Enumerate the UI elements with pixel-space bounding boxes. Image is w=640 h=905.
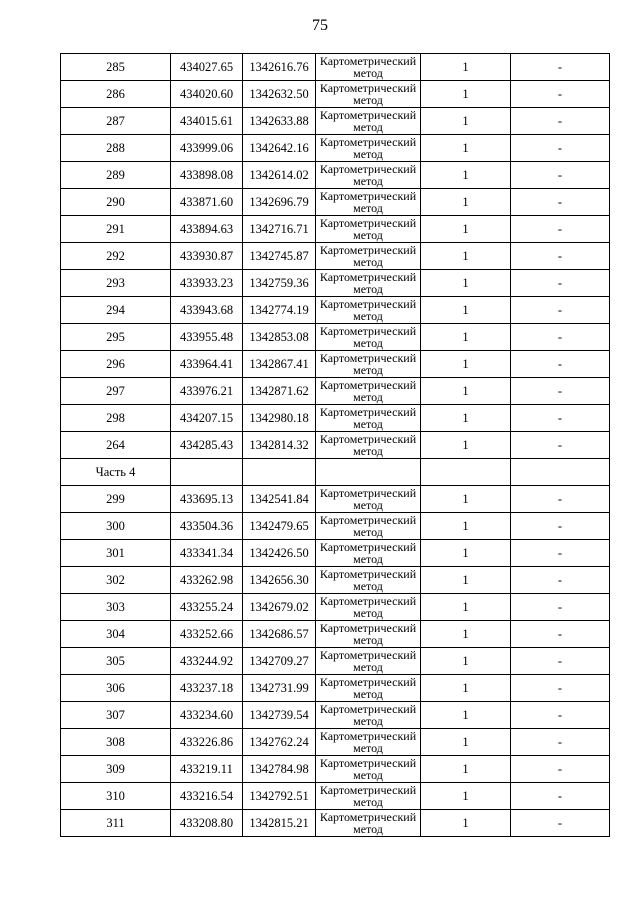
method-line-1: Картометрический [319,648,417,662]
x-coordinate-cell: 433955.48 [171,324,243,351]
method-cell [316,135,421,162]
point-number-cell: 308 [61,729,171,756]
empty-cell [243,459,316,486]
x-coordinate-cell: 433504.36 [171,513,243,540]
method-cell [316,189,421,216]
accuracy-cell: 1 [421,621,511,648]
method-line-1: Картометрический [319,243,417,257]
note-cell: - [511,378,610,405]
accuracy-cell: 1 [421,810,511,837]
y-coordinate-cell: 1342616.76 [243,54,316,81]
y-coordinate-cell: 1342709.27 [243,648,316,675]
note-cell: - [511,621,610,648]
accuracy-cell: 1 [421,405,511,432]
x-coordinate-cell: 433216.54 [171,783,243,810]
y-coordinate-cell: 1342633.88 [243,108,316,135]
accuracy-cell: 1 [421,135,511,162]
method-cell [316,378,421,405]
y-coordinate-cell: 1342614.02 [243,162,316,189]
method-cell [316,621,421,648]
point-number-cell: 294 [61,297,171,324]
note-cell: - [511,81,610,108]
accuracy-cell: 1 [421,540,511,567]
method-line-2: метод [353,633,383,647]
y-coordinate-cell: 1342759.36 [243,270,316,297]
method-cell [316,108,421,135]
note-cell: - [511,189,610,216]
table-row [61,81,610,108]
table-row [61,702,610,729]
y-coordinate-cell: 1342774.19 [243,297,316,324]
method-line-2: метод [353,795,383,809]
x-coordinate-cell: 434027.65 [171,54,243,81]
method-line-1: Картометрический [319,378,417,392]
point-number-cell: 302 [61,567,171,594]
method-cell [316,54,421,81]
note-cell: - [511,243,610,270]
accuracy-cell: 1 [421,513,511,540]
point-number-cell: 290 [61,189,171,216]
table-row [61,405,610,432]
point-number-cell: 309 [61,756,171,783]
accuracy-cell: 1 [421,351,511,378]
accuracy-cell: 1 [421,567,511,594]
method-line-1: Картометрический [319,594,417,608]
x-coordinate-cell: 433894.63 [171,216,243,243]
x-coordinate-cell: 433341.34 [171,540,243,567]
table-row [61,297,610,324]
point-number-cell: 297 [61,378,171,405]
method-line-2: метод [353,741,383,755]
y-coordinate-cell: 1342642.16 [243,135,316,162]
y-coordinate-cell: 1342871.62 [243,378,316,405]
method-line-1: Картометрический [319,540,417,554]
method-line-1: Картометрический [319,513,417,527]
method-line-2: метод [353,660,383,674]
point-number-cell: 287 [61,108,171,135]
method-line-2: метод [353,336,383,350]
point-number-cell: 304 [61,621,171,648]
note-cell: - [511,405,610,432]
method-cell [316,216,421,243]
method-line-2: метод [353,282,383,296]
accuracy-cell: 1 [421,270,511,297]
note-cell: - [511,270,610,297]
accuracy-cell: 1 [421,486,511,513]
method-line-2: метод [353,174,383,188]
y-coordinate-cell: 1342679.02 [243,594,316,621]
method-line-1: Картометрический [319,405,417,419]
table-row [61,729,610,756]
method-line-1: Картометрический [319,81,417,95]
y-coordinate-cell: 1342784.98 [243,756,316,783]
table-row [61,621,610,648]
table-row [61,783,610,810]
y-coordinate-cell: 1342980.18 [243,405,316,432]
x-coordinate-cell: 433208.80 [171,810,243,837]
table-row [61,108,610,135]
accuracy-cell: 1 [421,783,511,810]
point-number-cell: 295 [61,324,171,351]
accuracy-cell: 1 [421,729,511,756]
point-number-cell: 299 [61,486,171,513]
method-line-1: Картометрический [319,729,417,743]
x-coordinate-cell: 433964.41 [171,351,243,378]
table-row [61,189,610,216]
y-coordinate-cell: 1342815.21 [243,810,316,837]
method-line-1: Картометрический [319,324,417,338]
table-row [61,567,610,594]
x-coordinate-cell: 433234.60 [171,702,243,729]
coordinates-table [60,53,610,837]
accuracy-cell: 1 [421,702,511,729]
x-coordinate-cell: 433244.92 [171,648,243,675]
x-coordinate-cell: 433871.60 [171,189,243,216]
note-cell: - [511,729,610,756]
method-line-2: метод [353,768,383,782]
table-row [61,594,610,621]
method-line-1: Картометрический [319,675,417,689]
y-coordinate-cell: 1342479.65 [243,513,316,540]
point-number-cell: 298 [61,405,171,432]
table-row [61,216,610,243]
method-cell [316,297,421,324]
method-line-1: Картометрический [319,297,417,311]
method-cell [316,540,421,567]
note-cell: - [511,54,610,81]
method-line-1: Картометрический [319,162,417,176]
accuracy-cell: 1 [421,432,511,459]
note-cell: - [511,135,610,162]
point-number-cell: 291 [61,216,171,243]
method-cell [316,162,421,189]
y-coordinate-cell: 1342686.57 [243,621,316,648]
method-line-1: Картометрический [319,189,417,203]
point-number-cell: 285 [61,54,171,81]
table-row [61,270,610,297]
note-cell: - [511,324,610,351]
method-line-2: метод [353,606,383,620]
method-line-1: Картометрический [319,216,417,230]
note-cell: - [511,513,610,540]
y-coordinate-cell: 1342541.84 [243,486,316,513]
method-cell [316,405,421,432]
method-line-1: Картометрический [319,108,417,122]
x-coordinate-cell: 433695.13 [171,486,243,513]
method-line-2: метод [353,66,383,80]
point-number-cell: 286 [61,81,171,108]
point-number-cell: 310 [61,783,171,810]
x-coordinate-cell: 433262.98 [171,567,243,594]
method-line-1: Картометрический [319,486,417,500]
method-line-2: метод [353,147,383,161]
note-cell: - [511,567,610,594]
method-line-1: Картометрический [319,432,417,446]
accuracy-cell: 1 [421,162,511,189]
section-row [61,459,610,486]
empty-cell [171,459,243,486]
method-line-1: Картометрический [319,783,417,797]
table-row [61,378,610,405]
method-line-2: метод [353,255,383,269]
note-cell: - [511,540,610,567]
method-line-2: метод [353,120,383,134]
accuracy-cell: 1 [421,756,511,783]
accuracy-cell: 1 [421,594,511,621]
accuracy-cell: 1 [421,648,511,675]
note-cell: - [511,486,610,513]
method-line-1: Картометрический [319,702,417,716]
empty-cell [511,459,610,486]
method-line-2: метод [353,309,383,323]
method-line-2: метод [353,579,383,593]
method-cell [316,324,421,351]
table-row [61,162,610,189]
method-cell [316,567,421,594]
method-line-2: метод [353,228,383,242]
method-cell [316,243,421,270]
method-line-2: метод [353,201,383,215]
x-coordinate-cell: 433226.86 [171,729,243,756]
x-coordinate-cell: 433943.68 [171,297,243,324]
x-coordinate-cell: 434015.61 [171,108,243,135]
note-cell: - [511,648,610,675]
method-line-1: Картометрический [319,621,417,635]
empty-cell [316,459,421,486]
table-row [61,810,610,837]
method-cell [316,432,421,459]
method-cell [316,81,421,108]
method-cell [316,513,421,540]
x-coordinate-cell: 433999.06 [171,135,243,162]
method-line-1: Картометрический [319,54,417,68]
y-coordinate-cell: 1342792.51 [243,783,316,810]
method-cell [316,351,421,378]
note-cell: - [511,216,610,243]
point-number-cell: 296 [61,351,171,378]
method-cell [316,702,421,729]
accuracy-cell: 1 [421,108,511,135]
y-coordinate-cell: 1342656.30 [243,567,316,594]
method-line-2: метод [353,417,383,431]
point-number-cell: 306 [61,675,171,702]
x-coordinate-cell: 433933.23 [171,270,243,297]
method-line-2: метод [353,444,383,458]
table-row [61,648,610,675]
method-line-1: Картометрический [319,270,417,284]
y-coordinate-cell: 1342632.50 [243,81,316,108]
note-cell: - [511,297,610,324]
note-cell: - [511,702,610,729]
table-row [61,135,610,162]
x-coordinate-cell: 433976.21 [171,378,243,405]
method-line-2: метод [353,390,383,404]
method-cell [316,486,421,513]
table-row [61,675,610,702]
table-row [61,513,610,540]
section-label: Часть 4 [61,459,171,486]
point-number-cell: 301 [61,540,171,567]
note-cell: - [511,351,610,378]
note-cell: - [511,108,610,135]
point-number-cell: 293 [61,270,171,297]
y-coordinate-cell: 1342867.41 [243,351,316,378]
method-line-2: метод [353,552,383,566]
method-line-1: Картометрический [319,810,417,824]
x-coordinate-cell: 434285.43 [171,432,243,459]
method-cell [316,648,421,675]
method-line-2: метод [353,363,383,377]
method-line-1: Картометрический [319,351,417,365]
x-coordinate-cell: 433252.66 [171,621,243,648]
y-coordinate-cell: 1342814.32 [243,432,316,459]
method-cell [316,810,421,837]
point-number-cell: 264 [61,432,171,459]
y-coordinate-cell: 1342426.50 [243,540,316,567]
y-coordinate-cell: 1342762.24 [243,729,316,756]
method-cell [316,756,421,783]
accuracy-cell: 1 [421,675,511,702]
y-coordinate-cell: 1342739.54 [243,702,316,729]
note-cell: - [511,783,610,810]
point-number-cell: 305 [61,648,171,675]
method-cell [316,783,421,810]
x-coordinate-cell: 433219.11 [171,756,243,783]
method-cell [316,270,421,297]
accuracy-cell: 1 [421,297,511,324]
method-cell [316,675,421,702]
accuracy-cell: 1 [421,378,511,405]
table-row [61,540,610,567]
method-line-2: метод [353,525,383,539]
note-cell: - [511,594,610,621]
x-coordinate-cell: 433237.18 [171,675,243,702]
point-number-cell: 307 [61,702,171,729]
accuracy-cell: 1 [421,243,511,270]
table-row [61,756,610,783]
point-number-cell: 303 [61,594,171,621]
accuracy-cell: 1 [421,81,511,108]
table-row [61,486,610,513]
empty-cell [421,459,511,486]
accuracy-cell: 1 [421,54,511,81]
y-coordinate-cell: 1342731.99 [243,675,316,702]
method-line-2: метод [353,93,383,107]
note-cell: - [511,810,610,837]
method-line-2: метод [353,498,383,512]
x-coordinate-cell: 434020.60 [171,81,243,108]
page-number: 75 [312,17,328,34]
y-coordinate-cell: 1342853.08 [243,324,316,351]
y-coordinate-cell: 1342745.87 [243,243,316,270]
point-number-cell: 288 [61,135,171,162]
note-cell: - [511,432,610,459]
x-coordinate-cell: 433930.87 [171,243,243,270]
note-cell: - [511,162,610,189]
accuracy-cell: 1 [421,324,511,351]
note-cell: - [511,675,610,702]
x-coordinate-cell: 433255.24 [171,594,243,621]
note-cell: - [511,756,610,783]
table-row [61,432,610,459]
coordinates-table-body [61,54,610,837]
method-line-1: Картометрический [319,756,417,770]
y-coordinate-cell: 1342696.79 [243,189,316,216]
x-coordinate-cell: 434207.15 [171,405,243,432]
method-line-1: Картометрический [319,135,417,149]
table-row [61,54,610,81]
method-cell [316,594,421,621]
accuracy-cell: 1 [421,216,511,243]
method-cell [316,729,421,756]
table-row [61,243,610,270]
table-row [61,351,610,378]
y-coordinate-cell: 1342716.71 [243,216,316,243]
x-coordinate-cell: 433898.08 [171,162,243,189]
method-line-2: метод [353,687,383,701]
point-number-cell: 292 [61,243,171,270]
method-line-1: Картометрический [319,567,417,581]
accuracy-cell: 1 [421,189,511,216]
method-line-2: метод [353,714,383,728]
point-number-cell: 311 [61,810,171,837]
method-line-2: метод [353,822,383,836]
point-number-cell: 289 [61,162,171,189]
point-number-cell: 300 [61,513,171,540]
table-row [61,324,610,351]
